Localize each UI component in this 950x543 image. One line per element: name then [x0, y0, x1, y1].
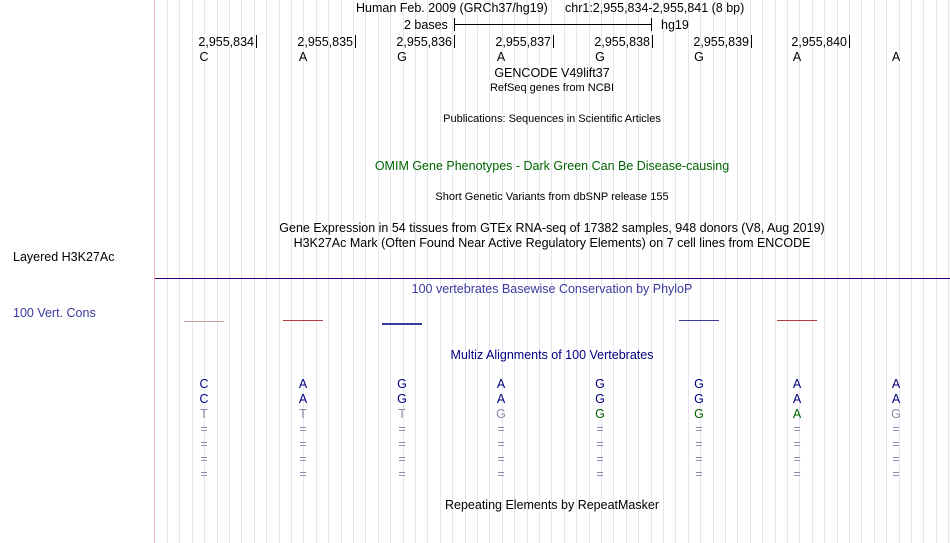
gridline — [725, 0, 726, 543]
alignment-base-mouse: T — [299, 407, 307, 421]
gridline — [837, 0, 838, 543]
alignment-base-elephant: = — [299, 437, 307, 451]
track-title-publications[interactable]: Publications: Sequences in Scientific Articles — [443, 113, 661, 125]
alignment-base-dog: = — [299, 422, 307, 436]
base-letter: G — [694, 50, 704, 64]
alignment-base-mouse: G — [595, 407, 605, 421]
gridline — [440, 0, 441, 543]
alignment-base-dog: = — [793, 422, 801, 436]
ruler-coordinate: 2,955,837 — [495, 35, 551, 49]
gridline — [328, 0, 329, 543]
gridline — [651, 0, 652, 543]
alignment-base-elephant: = — [200, 437, 208, 451]
ruler-tick — [751, 35, 752, 48]
phylop-score-mark — [679, 320, 719, 321]
alignment-base-rhesus: G — [595, 392, 605, 406]
gridline — [948, 0, 949, 543]
alignment-base-chicken: = — [695, 452, 703, 466]
alignment-base-mouse: T — [200, 407, 208, 421]
ruler-coordinate: 2,955,838 — [594, 35, 650, 49]
base-letter: A — [298, 50, 308, 64]
track-title-h3k27ac[interactable]: H3K27Ac Mark (Often Found Near Active Regulatory Elements) on 7 cell lines from ENCODE — [293, 236, 811, 250]
gridline — [787, 0, 788, 543]
alignment-base-chicken: = — [398, 452, 406, 466]
ruler-tick — [256, 35, 257, 48]
gridline — [861, 0, 862, 543]
gridline — [675, 0, 676, 543]
alignment-base-dog: = — [497, 422, 505, 436]
ruler-coordinate: 2,955,836 — [396, 35, 452, 49]
alignment-base-human: A — [792, 377, 802, 391]
base-letter: A — [891, 50, 901, 64]
alignment-base-dog: = — [200, 422, 208, 436]
gridline — [415, 0, 416, 543]
gridline — [365, 0, 366, 543]
alignment-base-chicken: = — [892, 452, 900, 466]
ruler-tick — [652, 35, 653, 48]
alignment-base-elephant: = — [596, 437, 604, 451]
alignment-base-human: G — [397, 377, 407, 391]
gridline — [316, 0, 317, 543]
alignment-base-x-tropicalis: = — [299, 467, 307, 481]
track-label-h3k27ac[interactable]: Layered H3K27Ac — [13, 250, 115, 264]
gridline — [688, 0, 689, 543]
alignment-base-rhesus: G — [694, 392, 704, 406]
scale-bar-label: 2 bases — [404, 18, 448, 32]
alignment-base-human: A — [298, 377, 308, 391]
gridline — [936, 0, 937, 543]
scale-db-label: hg19 — [661, 18, 689, 32]
gridline — [923, 0, 924, 543]
alignment-base-rhesus: A — [891, 392, 901, 406]
alignment-base-dog: = — [596, 422, 604, 436]
track-title-multiz[interactable]: Multiz Alignments of 100 Vertebrates — [450, 348, 654, 362]
track-title-repeatmasker[interactable]: Repeating Elements by RepeatMasker — [444, 498, 660, 512]
ruler-tick — [849, 35, 850, 48]
gridline — [279, 0, 280, 543]
alignment-base-rhesus: A — [298, 392, 308, 406]
gridline — [874, 0, 875, 543]
alignment-base-x-tropicalis: = — [497, 467, 505, 481]
gridline — [291, 0, 292, 543]
alignment-base-elephant: = — [892, 437, 900, 451]
gridline — [638, 0, 639, 543]
gridline — [229, 0, 230, 543]
gridline — [353, 0, 354, 543]
panel-divider — [154, 0, 155, 543]
gridline — [477, 0, 478, 543]
gridline — [254, 0, 255, 543]
alignment-base-elephant: = — [793, 437, 801, 451]
gridline — [266, 0, 267, 543]
alignment-base-mouse: G — [694, 407, 704, 421]
gridline — [390, 0, 391, 543]
gridline — [750, 0, 751, 543]
alignment-base-x-tropicalis: = — [793, 467, 801, 481]
gridline — [241, 0, 242, 543]
ruler-tick — [355, 35, 356, 48]
alignment-base-x-tropicalis: = — [695, 467, 703, 481]
gridline — [775, 0, 776, 543]
gridline — [192, 0, 193, 543]
gridline — [824, 0, 825, 543]
gridline — [341, 0, 342, 543]
track-desc-refseq: RefSeq genes from NCBI — [489, 82, 615, 94]
alignment-base-x-tropicalis: = — [596, 467, 604, 481]
alignment-base-chicken: = — [497, 452, 505, 466]
alignment-base-chicken: = — [200, 452, 208, 466]
gridline — [179, 0, 180, 543]
track-title-gtex[interactable]: Gene Expression in 54 tissues from GTEx RNA-seq of 17382 samples, 948 donors (V8, Aug 2019) — [279, 221, 825, 235]
gridline — [427, 0, 428, 543]
track-label-panel — [0, 0, 155, 543]
alignment-base-elephant: = — [497, 437, 505, 451]
track-title-gencode[interactable]: GENCODE V49lift37 — [494, 66, 610, 80]
alignment-base-mouse: G — [496, 407, 506, 421]
gridline — [465, 0, 466, 543]
alignment-base-rhesus: G — [397, 392, 407, 406]
alignment-base-rhesus: C — [199, 392, 209, 406]
alignment-base-dog: = — [892, 422, 900, 436]
track-separator — [155, 278, 950, 279]
alignment-base-human: A — [496, 377, 506, 391]
alignment-base-elephant: = — [695, 437, 703, 451]
alignment-base-chicken: = — [793, 452, 801, 466]
base-letter: A — [496, 50, 506, 64]
gridline — [378, 0, 379, 543]
alignment-base-x-tropicalis: = — [398, 467, 406, 481]
ruler-coordinate: 2,955,839 — [693, 35, 749, 49]
base-letter: G — [397, 50, 407, 64]
track-label-vert-cons[interactable]: 100 Vert. Cons — [13, 306, 96, 320]
base-letter: C — [199, 50, 209, 64]
ruler-coordinate: 2,955,840 — [791, 35, 847, 49]
gridline — [886, 0, 887, 543]
alignment-base-human: G — [694, 377, 704, 391]
ruler-tick — [454, 35, 455, 48]
gridline — [626, 0, 627, 543]
ruler-coordinate: 2,955,834 — [198, 35, 254, 49]
window-position-value: chr1:2,955,834-2,955,841 (8 bp) — [565, 1, 745, 15]
alignment-base-mouse: A — [792, 407, 802, 421]
alignment-base-x-tropicalis: = — [892, 467, 900, 481]
alignment-base-x-tropicalis: = — [200, 467, 208, 481]
alignment-base-chicken: = — [299, 452, 307, 466]
base-letter: A — [792, 50, 802, 64]
alignment-base-human: A — [891, 377, 901, 391]
alignment-base-chicken: = — [596, 452, 604, 466]
assembly-title: Human Feb. 2009 (GRCh37/hg19) — [356, 1, 548, 15]
base-letter: G — [595, 50, 605, 64]
gridline — [737, 0, 738, 543]
alignment-base-human: G — [595, 377, 605, 391]
phylop-score-mark — [184, 321, 224, 322]
alignment-base-elephant: = — [398, 437, 406, 451]
ruler-tick — [553, 35, 554, 48]
gridline — [167, 0, 168, 543]
phylop-score-mark — [777, 320, 817, 321]
alignment-base-mouse: T — [398, 407, 406, 421]
track-title-phylop[interactable]: 100 vertebrates Basewise Conservation by PhyloP — [411, 282, 693, 296]
gridline — [762, 0, 763, 543]
alignment-base-dog: = — [398, 422, 406, 436]
gridline — [812, 0, 813, 543]
gridline — [217, 0, 218, 543]
alignment-base-rhesus: A — [792, 392, 802, 406]
alignment-base-rhesus: A — [496, 392, 506, 406]
gridline — [713, 0, 714, 543]
gridline — [452, 0, 453, 543]
gridline — [911, 0, 912, 543]
track-title-omim-phenotypes[interactable]: OMIM Gene Phenotypes - Dark Green Can Be Disease-causing — [374, 159, 730, 173]
gridline — [663, 0, 664, 543]
phylop-score-mark — [283, 320, 323, 321]
phylop-score-mark — [382, 323, 422, 325]
track-title-short-variants[interactable]: Short Genetic Variants from dbSNP release 155 — [435, 191, 669, 203]
ruler-coordinate: 2,955,835 — [297, 35, 353, 49]
alignment-base-human: C — [199, 377, 209, 391]
alignment-base-dog: = — [695, 422, 703, 436]
alignment-base-mouse: G — [891, 407, 901, 421]
gridline — [849, 0, 850, 543]
